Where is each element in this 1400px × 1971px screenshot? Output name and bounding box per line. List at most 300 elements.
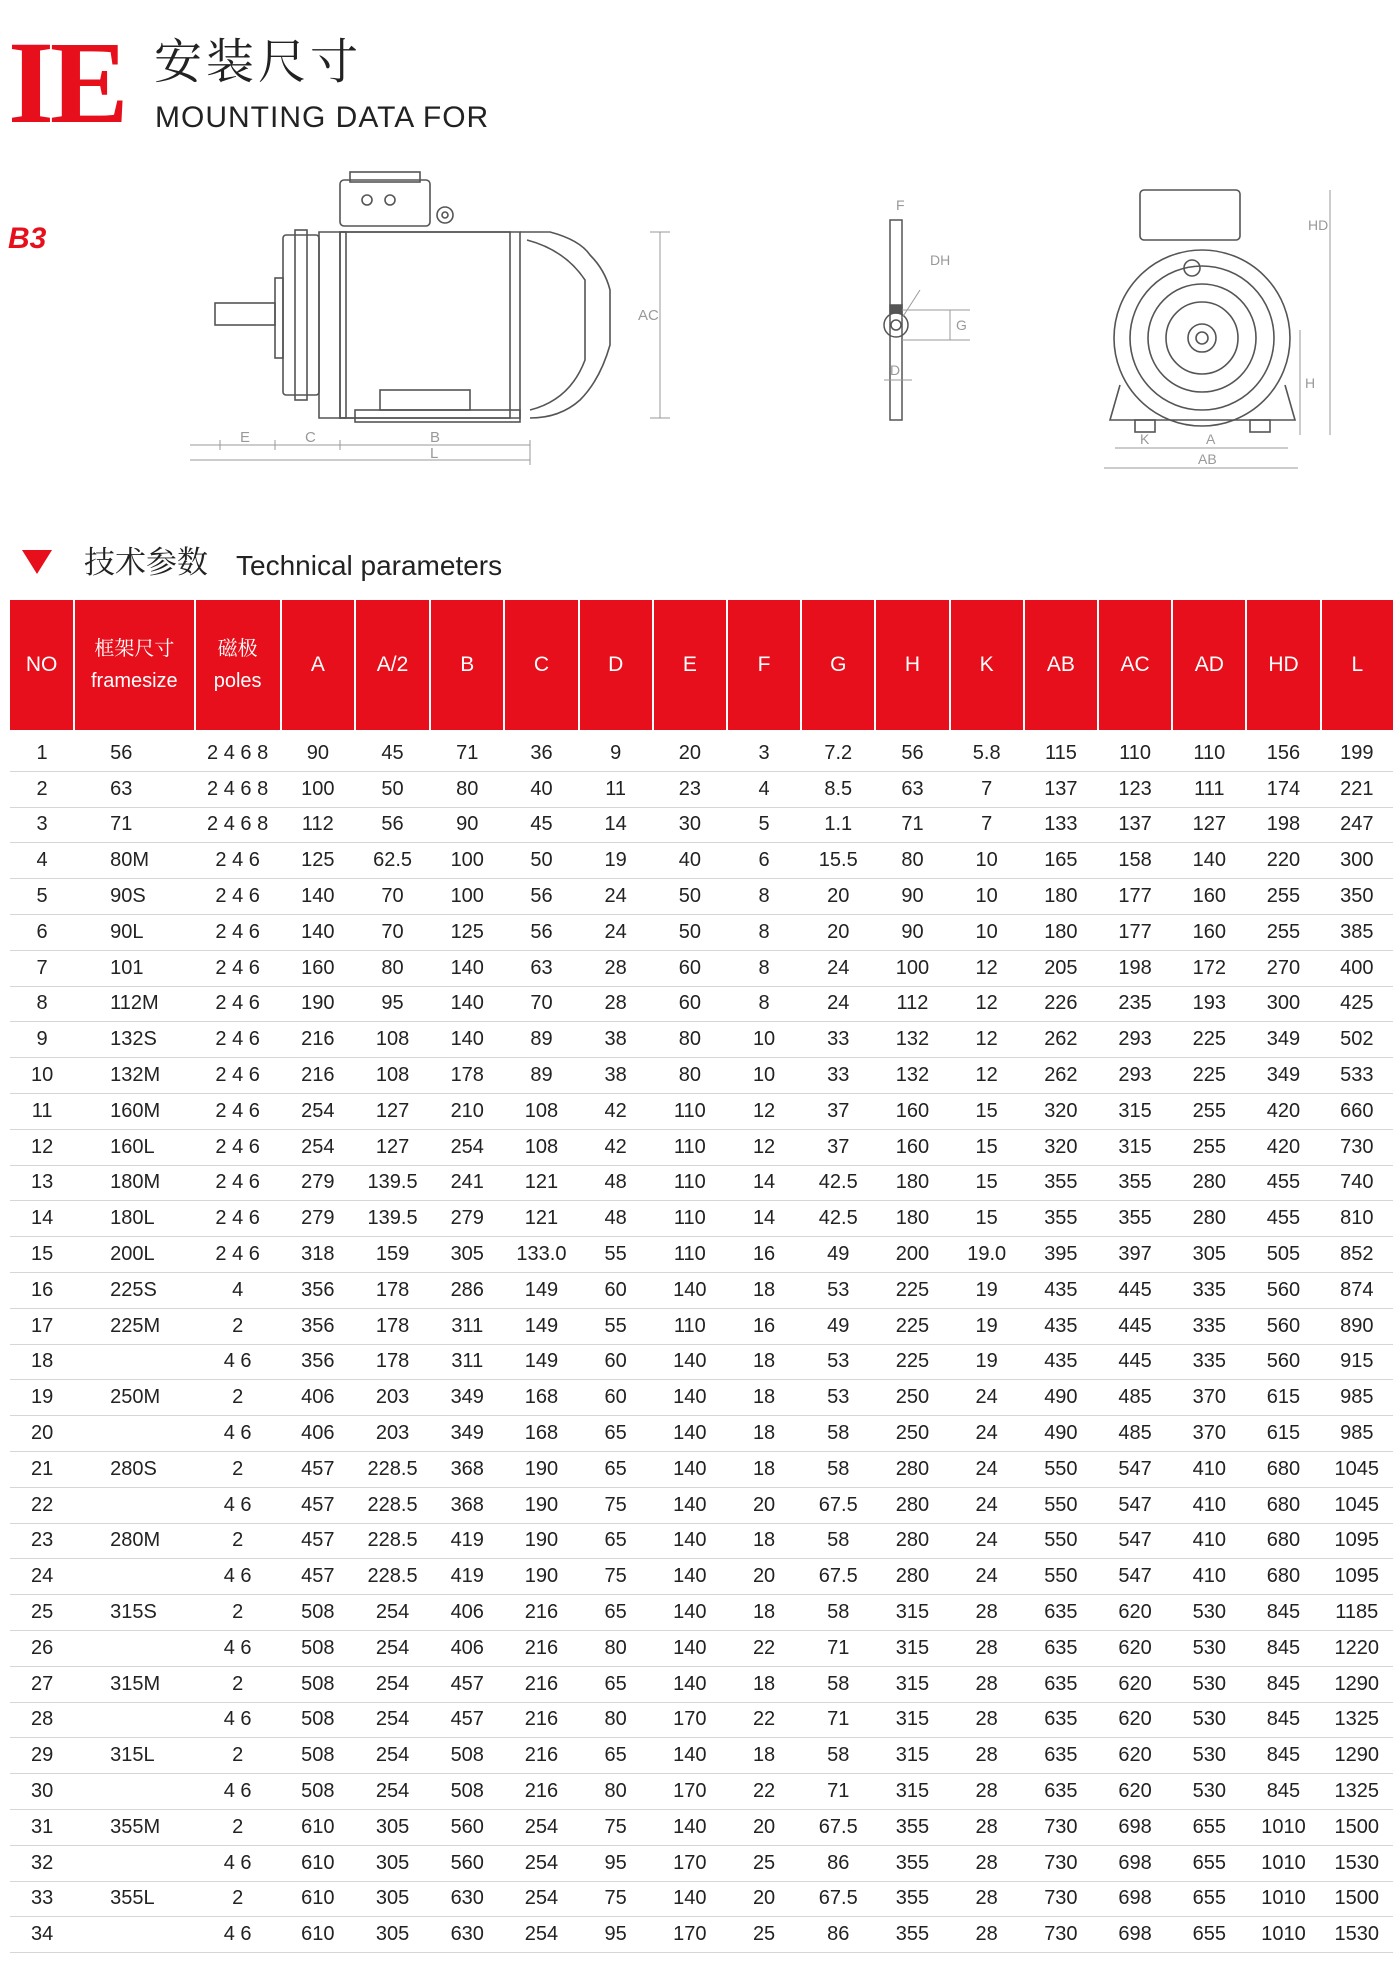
label-e: E [240, 429, 251, 446]
table-cell: 349 [430, 1380, 504, 1416]
table-cell: 89 [504, 1022, 578, 1058]
table-cell: 203 [355, 1416, 430, 1452]
table-cell: 42 [579, 1129, 653, 1165]
table-cell: 63 [504, 950, 578, 986]
table-cell: 65 [579, 1666, 653, 1702]
table-cell: 25 [727, 1917, 801, 1953]
table-cell: 75 [579, 1809, 653, 1845]
column-header-text: B [460, 653, 475, 676]
table-cell: 216 [504, 1738, 578, 1774]
table-cell: 100 [430, 879, 504, 915]
table-cell: 140 [653, 1809, 727, 1845]
table-row [10, 1058, 1393, 1094]
table-cell: 280M [74, 1523, 194, 1559]
table-cell: 95 [579, 1845, 653, 1881]
table-cell: 8 [727, 950, 801, 986]
table-cell: 2 [195, 1380, 281, 1416]
table-cell: 4 6 [195, 1559, 281, 1595]
column-header-text: framesize [90, 670, 178, 692]
table-cell: 356 [281, 1272, 355, 1308]
table-cell: 67.5 [801, 1559, 875, 1595]
table-cell: 216 [504, 1666, 578, 1702]
table-cell: 2 4 6 8 [195, 730, 281, 771]
column-header-text: A [310, 653, 325, 676]
table-cell: 140 [281, 914, 355, 950]
table-cell: 34 [10, 1917, 74, 1953]
table-cell: 180 [1024, 879, 1098, 915]
table-cell: 300 [1321, 843, 1393, 879]
table-cell: 610 [281, 1881, 355, 1917]
table-cell: 71 [801, 1630, 875, 1666]
table-cell: 305 [1172, 1237, 1246, 1273]
table-cell: 320 [1024, 1129, 1098, 1165]
table-cell: 71 [430, 730, 504, 771]
table-row [10, 1165, 1393, 1201]
table-row [10, 1809, 1393, 1845]
table-cell: 160 [875, 1129, 949, 1165]
table-cell: 28 [579, 986, 653, 1022]
table-cell: 9 [579, 730, 653, 771]
table-cell: 311 [430, 1308, 504, 1344]
table-cell: 890 [1321, 1308, 1393, 1344]
table-cell: 630 [430, 1917, 504, 1953]
table-cell: 216 [281, 1022, 355, 1058]
table-cell: 2 4 6 [195, 879, 281, 915]
table-cell: 20 [801, 914, 875, 950]
table-cell: 356 [281, 1308, 355, 1344]
table-cell: 140 [653, 1272, 727, 1308]
table-cell: 174 [1246, 771, 1320, 807]
table-cell: 293 [1098, 1058, 1172, 1094]
table-row [10, 1523, 1393, 1559]
table-cell: 22 [10, 1487, 74, 1523]
table-cell: 730 [1024, 1809, 1098, 1845]
column-header-text: A/2 [376, 653, 409, 676]
table-cell: 419 [430, 1523, 504, 1559]
table-cell: 2 [195, 1308, 281, 1344]
table-cell: 1530 [1321, 1845, 1393, 1881]
table-cell: 63 [74, 771, 194, 807]
table-cell: 2 4 6 [195, 843, 281, 879]
table-cell: 425 [1321, 986, 1393, 1022]
table-cell: 547 [1098, 1451, 1172, 1487]
table-cell: 20 [727, 1809, 801, 1845]
table-cell: 160 [875, 1093, 949, 1129]
table-cell: 530 [1172, 1595, 1246, 1631]
table-cell: 262 [1024, 1022, 1098, 1058]
table-cell: 38 [579, 1058, 653, 1094]
column-header [195, 600, 281, 730]
column-header [579, 600, 653, 730]
table-cell: 60 [579, 1272, 653, 1308]
table-cell: 355 [1024, 1165, 1098, 1201]
table-cell: 170 [653, 1774, 727, 1810]
table-cell: 550 [1024, 1523, 1098, 1559]
table-cell: 12 [950, 986, 1024, 1022]
column-header [653, 600, 727, 730]
table-cell: 1010 [1246, 1917, 1320, 1953]
table-cell: 12 [727, 1093, 801, 1129]
table-row [10, 1666, 1393, 1702]
table-cell: 100 [430, 843, 504, 879]
table-cell: 221 [1321, 771, 1393, 807]
table-cell [74, 1344, 194, 1380]
table-cell: 397 [1098, 1237, 1172, 1273]
table-cell: 255 [1172, 1093, 1246, 1129]
table-cell [74, 1702, 194, 1738]
table-cell: 635 [1024, 1738, 1098, 1774]
section-title-cn: 技术参数 [84, 545, 208, 581]
table-cell: 140 [653, 1451, 727, 1487]
table-cell: 160 [1172, 879, 1246, 915]
table-cell: 205 [1024, 950, 1098, 986]
table-cell: 1095 [1321, 1523, 1393, 1559]
table-cell: 315 [875, 1738, 949, 1774]
table-cell: 255 [1172, 1129, 1246, 1165]
column-header [801, 600, 875, 730]
table-cell: 56 [875, 730, 949, 771]
table-cell: 410 [1172, 1451, 1246, 1487]
table-cell: 178 [430, 1058, 504, 1094]
mount-code: B3 [8, 222, 47, 255]
table-cell: 9 [10, 1022, 74, 1058]
table-cell: 318 [281, 1237, 355, 1273]
table-cell: 250M [74, 1380, 194, 1416]
table-cell: 3 [10, 807, 74, 843]
column-header [1246, 600, 1320, 730]
table-cell: 620 [1098, 1738, 1172, 1774]
table-cell: 660 [1321, 1093, 1393, 1129]
brand-logo: IE [8, 17, 125, 148]
table-cell: 279 [430, 1201, 504, 1237]
table-cell: 60 [653, 950, 727, 986]
table-cell: 65 [579, 1451, 653, 1487]
table-cell: 56 [355, 807, 430, 843]
table-cell: 24 [579, 914, 653, 950]
table-cell: 22 [727, 1702, 801, 1738]
table-cell: 48 [579, 1165, 653, 1201]
table-cell: 349 [430, 1416, 504, 1452]
table-row [10, 1845, 1393, 1881]
section-title-en: Technical parameters [236, 550, 503, 581]
table-cell: 698 [1098, 1881, 1172, 1917]
table-cell: 26 [10, 1630, 74, 1666]
table-cell: 177 [1098, 914, 1172, 950]
table-cell: 24 [950, 1451, 1024, 1487]
table-cell: 172 [1172, 950, 1246, 986]
table-cell: 6 [10, 914, 74, 950]
table-row [10, 807, 1393, 843]
table-cell: 2 [195, 1881, 281, 1917]
table-cell: 156 [1246, 730, 1320, 771]
column-header [950, 600, 1024, 730]
label-c: C [305, 429, 316, 446]
label-b: B [430, 429, 441, 446]
page-title-cn: 安装尺寸 [154, 34, 363, 90]
table-cell: 435 [1024, 1344, 1098, 1380]
table-cell: 406 [281, 1380, 355, 1416]
table-cell: 28 [950, 1666, 1024, 1702]
table-cell: 15 [950, 1129, 1024, 1165]
table-cell: 140 [653, 1881, 727, 1917]
table-cell: 280 [875, 1523, 949, 1559]
table-cell: 18 [727, 1451, 801, 1487]
table-cell: 445 [1098, 1272, 1172, 1308]
table-cell [74, 1487, 194, 1523]
table-cell: 18 [727, 1738, 801, 1774]
table-cell: 508 [281, 1595, 355, 1631]
table-cell: 168 [504, 1380, 578, 1416]
table-cell: 1045 [1321, 1487, 1393, 1523]
label-f: F [896, 197, 905, 213]
table-cell: 508 [281, 1630, 355, 1666]
table-cell: 160M [74, 1093, 194, 1129]
column-header-text: AB [1046, 653, 1075, 676]
table-cell: 165 [1024, 843, 1098, 879]
table-cell: 410 [1172, 1559, 1246, 1595]
table-cell: 58 [801, 1666, 875, 1702]
table-cell: 810 [1321, 1201, 1393, 1237]
table-cell: 852 [1321, 1237, 1393, 1273]
table-cell: 254 [504, 1809, 578, 1845]
table-cell: 560 [1246, 1308, 1320, 1344]
table-cell: 730 [1024, 1917, 1098, 1953]
table-cell: 220 [1246, 843, 1320, 879]
column-header-text: G [830, 653, 847, 676]
table-cell: 225 [875, 1272, 949, 1308]
table-cell: 1220 [1321, 1630, 1393, 1666]
table-cell: 300 [1246, 986, 1320, 1022]
table-cell: 42 [579, 1093, 653, 1129]
table-cell: 140 [653, 1487, 727, 1523]
table-cell: 410 [1172, 1523, 1246, 1559]
table-cell: 1325 [1321, 1702, 1393, 1738]
table-cell: 254 [355, 1774, 430, 1810]
table-cell: 16 [727, 1308, 801, 1344]
table-cell: 305 [355, 1809, 430, 1845]
table-cell: 140 [653, 1595, 727, 1631]
table-cell: 40 [504, 771, 578, 807]
table-cell: 1010 [1246, 1809, 1320, 1845]
table-cell: 4 6 [195, 1845, 281, 1881]
table-cell: 2 4 6 [195, 1022, 281, 1058]
table-cell: 140 [430, 1022, 504, 1058]
table-cell: 115 [1024, 730, 1098, 771]
table-cell: 395 [1024, 1237, 1098, 1273]
table-cell: 17 [10, 1308, 74, 1344]
table-cell: 123 [1098, 771, 1172, 807]
table-cell: 5.8 [950, 730, 1024, 771]
label-d: D [890, 362, 901, 378]
table-cell: 70 [355, 914, 430, 950]
table-row [10, 1451, 1393, 1487]
table-cell: 190 [504, 1487, 578, 1523]
table-cell: 4 [10, 843, 74, 879]
table-cell: 108 [355, 1022, 430, 1058]
table-cell: 280 [1172, 1165, 1246, 1201]
table-cell: 8 [727, 986, 801, 1022]
table-cell: 228.5 [355, 1523, 430, 1559]
table-row [10, 1344, 1393, 1380]
table-cell: 370 [1172, 1380, 1246, 1416]
table-cell: 180L [74, 1201, 194, 1237]
table-cell: 4 6 [195, 1702, 281, 1738]
table-cell: 845 [1246, 1702, 1320, 1738]
table-row [10, 1093, 1393, 1129]
table-cell: 28 [10, 1702, 74, 1738]
table-cell: 203 [355, 1380, 430, 1416]
table-cell: 2 [195, 1738, 281, 1774]
table-cell: 505 [1246, 1237, 1320, 1273]
table-cell: 610 [281, 1917, 355, 1953]
table-cell: 315 [875, 1595, 949, 1631]
table-cell: 15 [10, 1237, 74, 1273]
table-cell: 149 [504, 1344, 578, 1380]
table-cell: 158 [1098, 843, 1172, 879]
column-header-text: L [1351, 653, 1364, 676]
table-cell: 18 [727, 1344, 801, 1380]
table-cell: 406 [430, 1630, 504, 1666]
table-cell: 698 [1098, 1845, 1172, 1881]
table-cell: 655 [1172, 1845, 1246, 1881]
table-cell: 355M [74, 1809, 194, 1845]
table-cell: 15 [950, 1093, 1024, 1129]
table-cell: 50 [355, 771, 430, 807]
table-cell: 620 [1098, 1666, 1172, 1702]
table-cell: 254 [355, 1666, 430, 1702]
table-cell: 14 [727, 1165, 801, 1201]
column-header-text: K [979, 653, 994, 676]
table-cell: 80M [74, 843, 194, 879]
table-cell: 58 [801, 1738, 875, 1774]
table-cell: 140 [430, 950, 504, 986]
table-cell: 24 [950, 1523, 1024, 1559]
table-cell: 280S [74, 1451, 194, 1487]
table-cell: 228.5 [355, 1451, 430, 1487]
table-cell: 71 [74, 807, 194, 843]
table-cell: 110 [1172, 730, 1246, 771]
table-cell: 457 [281, 1487, 355, 1523]
table-cell: 110 [653, 1129, 727, 1165]
table-cell: 1185 [1321, 1595, 1393, 1631]
table-cell: 110 [653, 1093, 727, 1129]
table-cell: 533 [1321, 1058, 1393, 1094]
table-cell: 58 [801, 1451, 875, 1487]
table-cell: 95 [579, 1917, 653, 1953]
table-cell: 1530 [1321, 1917, 1393, 1953]
table-row [10, 1630, 1393, 1666]
table-cell: 8 [10, 986, 74, 1022]
table-cell: 635 [1024, 1630, 1098, 1666]
table-cell: 27 [10, 1666, 74, 1702]
table-cell: 2 [10, 771, 74, 807]
table-cell: 255 [1246, 879, 1320, 915]
table-cell: 355L [74, 1881, 194, 1917]
table-cell: 140 [653, 1666, 727, 1702]
table-cell: 368 [430, 1487, 504, 1523]
table-cell: 70 [355, 879, 430, 915]
table-cell: 95 [355, 986, 430, 1022]
table-cell: 228.5 [355, 1487, 430, 1523]
table-cell: 42.5 [801, 1165, 875, 1201]
table-row [10, 1022, 1393, 1058]
table-cell: 190 [504, 1559, 578, 1595]
table-cell: 457 [430, 1666, 504, 1702]
table-cell: 14 [579, 807, 653, 843]
table-cell: 635 [1024, 1774, 1098, 1810]
table-cell: 29 [10, 1738, 74, 1774]
table-cell: 23 [653, 771, 727, 807]
table-cell: 199 [1321, 730, 1393, 771]
table-cell: 50 [504, 843, 578, 879]
table-cell: 20 [727, 1881, 801, 1917]
table-cell: 28 [950, 1809, 1024, 1845]
table-cell: 200 [875, 1237, 949, 1273]
table-cell: 80 [875, 843, 949, 879]
table-cell: 108 [504, 1093, 578, 1129]
table-cell: 170 [653, 1845, 727, 1881]
column-header-text: E [682, 653, 697, 676]
table-cell: 550 [1024, 1487, 1098, 1523]
table-cell: 349 [1246, 1058, 1320, 1094]
table-cell: 71 [875, 807, 949, 843]
table-cell: 16 [10, 1272, 74, 1308]
table-cell: 190 [504, 1523, 578, 1559]
table-cell: 270 [1246, 950, 1320, 986]
table-cell: 24 [950, 1559, 1024, 1595]
table-cell: 293 [1098, 1022, 1172, 1058]
column-header-text: C [533, 653, 550, 676]
table-row [10, 1201, 1393, 1237]
table-cell: 630 [430, 1881, 504, 1917]
table-cell: 1325 [1321, 1774, 1393, 1810]
table-cell: 335 [1172, 1344, 1246, 1380]
table-cell: 254 [281, 1129, 355, 1165]
table-cell: 10 [10, 1058, 74, 1094]
table-cell: 90 [875, 914, 949, 950]
table-cell: 28 [950, 1595, 1024, 1631]
table-cell: 19 [10, 1380, 74, 1416]
table-cell: 279 [281, 1165, 355, 1201]
table-cell: 63 [875, 771, 949, 807]
column-header-text: poles [213, 670, 262, 692]
table-cell: 225 [1172, 1022, 1246, 1058]
table-cell: 111 [1172, 771, 1246, 807]
table-cell: 18 [10, 1344, 74, 1380]
table-cell: 254 [355, 1702, 430, 1738]
column-header [1172, 600, 1246, 730]
table-cell: 121 [504, 1165, 578, 1201]
table-cell: 455 [1246, 1165, 1320, 1201]
table-cell: 8 [727, 879, 801, 915]
column-header [875, 600, 949, 730]
table-cell: 560 [1246, 1272, 1320, 1308]
table-cell: 635 [1024, 1666, 1098, 1702]
table-cell: 226 [1024, 986, 1098, 1022]
column-header-text: F [757, 653, 771, 676]
table-cell: 21 [10, 1451, 74, 1487]
table-cell: 2 4 6 [195, 950, 281, 986]
table-cell: 216 [504, 1630, 578, 1666]
table-cell: 33 [801, 1022, 875, 1058]
table-cell: 37 [801, 1129, 875, 1165]
label-hd: HD [1308, 217, 1329, 233]
table-cell: 698 [1098, 1917, 1172, 1953]
table-row [10, 1702, 1393, 1738]
table-cell: 216 [504, 1702, 578, 1738]
table-cell: 445 [1098, 1308, 1172, 1344]
table-row [10, 1917, 1393, 1953]
